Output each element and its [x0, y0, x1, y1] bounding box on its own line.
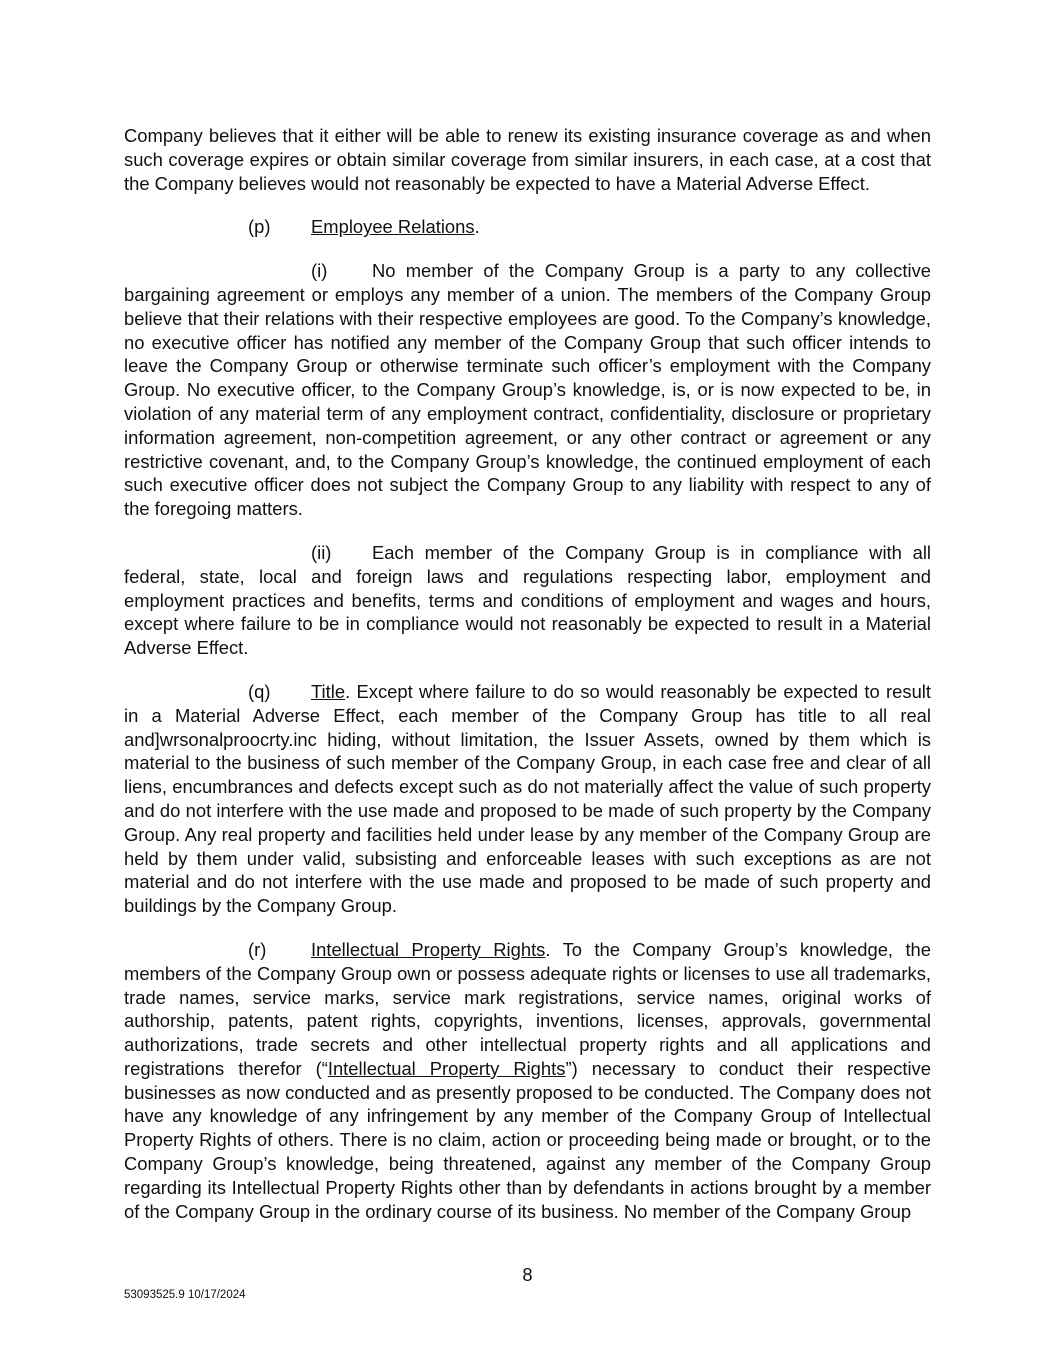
section-r-title: Intellectual Property Rights — [311, 938, 546, 960]
continuation-paragraph — [124, 124, 931, 195]
section-r-paragraph — [124, 938, 931, 1224]
section-q-text: . Except where failure to do so would reasonably be expected to result in a Material Adverse Effect, each member of the Company Group has title to all real and]wrsonalproocrty.inc hiding, without limitation, the Issuer Assets, owned by them which is material to the business of such member of the Company Group, in each case free and clear of all liens, encumbrances and defects except such as do not materially affect the value of such property and do not interfere with the use made and proposed to be made of such property by the Company Group. Any real property and facilities held under lease by any member of the Company Group are held by them under valid, subsisting and enforceable leases with such exceptions as are not material and do not interfere with the use made and proposed to be made of such property and buildings by the Company Group. — [124, 680, 931, 917]
section-r-text-before: . To the Company Group’s knowledge, the members of the Company Group own or possess adequate rights or licenses to use all trademarks, trade names, service marks, service mark registrations, service names, original works of authorship, patents, patent rights, copyrights, inventions, licenses, approvals, governmental authorizations, trade secrets and other intellectual property rights and all applications and registrations therefor (“ — [124, 938, 932, 1079]
continuation-text: Company believes that it either will be able to renew its existing insurance coverage as and when such coverage expires or obtain similar coverage from similar insurers, in each case, at a cost that the Company believes would not reasonably be expected to have a Material Adverse Effect. — [124, 125, 931, 194]
section-q-paragraph — [124, 680, 931, 918]
section-p-heading — [124, 215, 931, 239]
section-r-marker: (r) — [248, 938, 267, 960]
section-p-marker: (p) — [248, 216, 271, 238]
document-body — [124, 124, 931, 1243]
section-p-title: Employee Relations — [311, 216, 475, 238]
section-p-title-period: . — [474, 216, 480, 238]
section-p-i-marker: (i) — [311, 260, 328, 282]
section-q-title: Title — [311, 680, 346, 702]
section-p-ii-paragraph — [124, 541, 931, 660]
section-q-marker: (q) — [248, 680, 271, 702]
section-r-defined-term: Intellectual Property Rights — [327, 1057, 566, 1079]
section-p-ii-text: Each member of the Company Group is in compliance with all federal, state, local and foreign laws and regulations respecting labor, employment and employment practices and benefits, terms and conditions of employment and wages and hours, except where failure to be in compliance would not reasonably be expected to result in a Material Adverse Effect. — [124, 541, 931, 659]
section-p-i-text: No member of the Company Group is a party to any collective bargaining agreement or employs any member of a union. The members of the Company Group believe that their relations with their respective employees are good. To the Company’s knowledge, no executive officer has notified any member of the Company Group that such officer intends to leave the Company Group or otherwise terminate such officer’s employment with the Company Group. No executive officer, to the Company Group’s knowledge, is, or is now expected to be, in violation of any material term of any employment contract, confidentiality, disclosure or proprietary information agreement, non-competition agreement, or any other contract or agreement or any restrictive covenant, and, to the Company Group’s knowledge, the continued employment of each such executive officer does not subject the Company Group to any liability with respect to any of the foregoing matters. — [124, 260, 931, 520]
document-id: 53093525.9 10/17/2024 — [124, 1289, 246, 1301]
section-p-i-paragraph — [124, 259, 931, 521]
page-number: 8 — [522, 1264, 533, 1285]
section-p-ii-marker: (ii) — [311, 541, 332, 563]
section-r-text-after: ”) necessary to conduct their respective businesses as now conducted and as presently proposed to be conducted. The Company does not have any knowledge of any infringement by any member of the Company Group of Intellectual Property Rights of others. There is no claim, action or proceeding being made or brought, or to the Company Group’s knowledge, being threatened, against any member of the Company Group regarding its Intellectual Property Rights other than by defendants in actions brought by a member of the Company Group in the ordinary course of its business. No member of the Company Group — [124, 1057, 931, 1222]
